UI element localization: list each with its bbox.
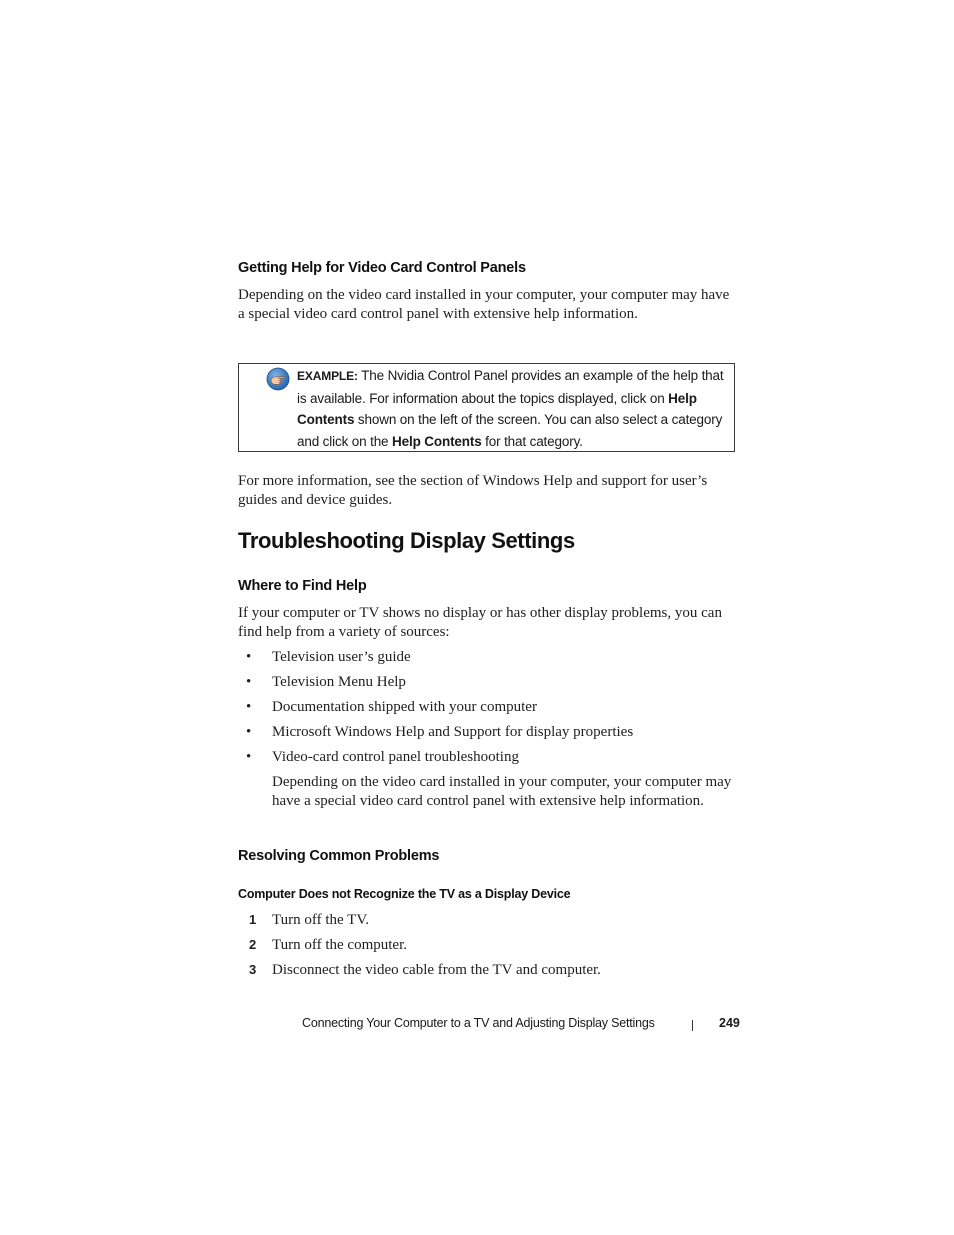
- section-heading-resolving-problems: Resolving Common Problems: [238, 848, 440, 864]
- note-text-part-1: The Nvidia Control Panel provides an example of the help that is available. For information about the topics displayed, click on: [297, 368, 724, 406]
- bullet: •: [246, 724, 252, 740]
- windows-help-paragraph: For more information, see the section of Windows Help and support for user’s guides and device guides.: [238, 473, 708, 508]
- bullet: •: [246, 749, 252, 765]
- footer-chapter-title: Connecting Your Computer to a TV and Adjusting Display Settings: [302, 1016, 655, 1030]
- note-text-part-3: for that category.: [481, 434, 583, 450]
- page-title: Troubleshooting Display Settings: [238, 528, 575, 553]
- bullet: •: [246, 649, 252, 665]
- footer-page-number: 249: [719, 1016, 740, 1030]
- where-to-find-help-intro: If your computer or TV shows no display or has other display problems, you can find help from a variety of sources:: [238, 605, 722, 640]
- example-note-box: [238, 363, 735, 452]
- subheading-tv-not-recognized: Computer Does not Recognize the TV as a Display Device: [238, 887, 571, 901]
- bullet: •: [246, 699, 252, 715]
- example-note-text: [297, 365, 727, 453]
- section-heading-video-card-help: Getting Help for Video Card Control Panels: [238, 260, 526, 276]
- note-label: EXAMPLE:: [297, 369, 358, 383]
- note-text-part-2: shown on the left of the screen. You can also select a category and click on the: [297, 412, 723, 450]
- section-heading-where-to-find-help: Where to Find Help: [238, 578, 367, 594]
- note-help-contents-2: Help Contents: [392, 434, 482, 450]
- bullet: •: [246, 674, 252, 690]
- pointing-hand-icon: [266, 367, 290, 391]
- footer-divider: [692, 1020, 693, 1031]
- note-help-contents-1: Help Contents: [297, 390, 697, 428]
- video-card-sub-paragraph: Depending on the video card installed in your computer, your computer may have a special video card control panel with extensive help information.: [272, 774, 732, 809]
- video-card-help-paragraph: Depending on the video card installed in your computer, your computer may have a special video card control panel with extensive help information.: [238, 287, 730, 322]
